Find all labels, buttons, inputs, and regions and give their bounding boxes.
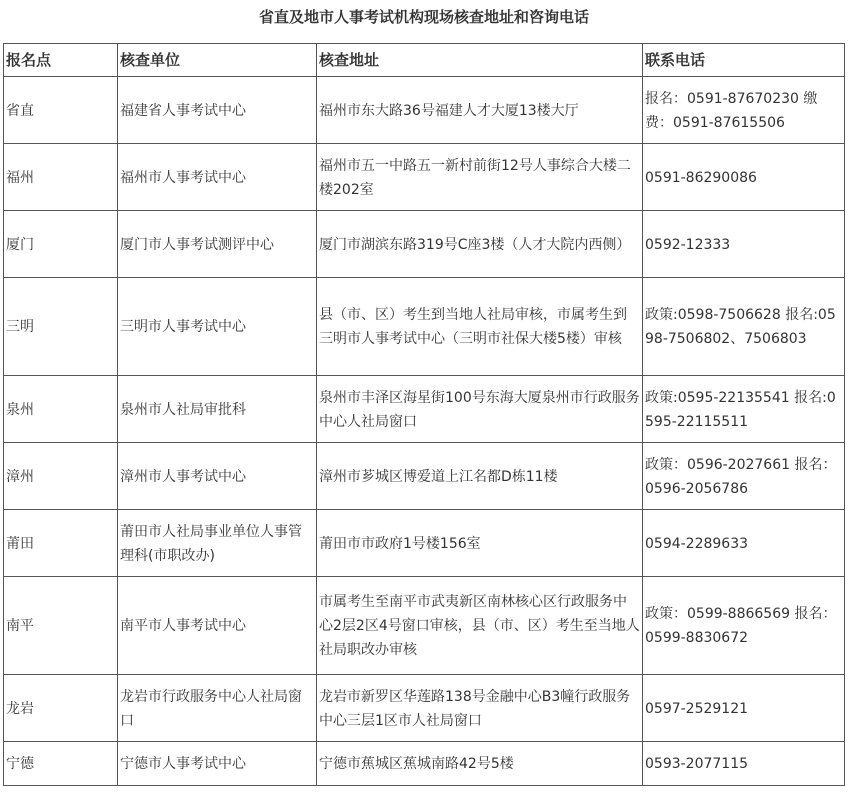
cell-site: 莆田 bbox=[4, 510, 118, 577]
verification-table bbox=[3, 43, 845, 786]
cell-unit: 福州市人事考试中心 bbox=[118, 144, 317, 211]
cell-unit: 南平市人事考试中心 bbox=[118, 577, 317, 675]
cell-site: 厦门 bbox=[4, 211, 118, 278]
cell-site: 龙岩 bbox=[4, 675, 118, 742]
cell-unit: 厦门市人事考试测评中心 bbox=[118, 211, 317, 278]
cell-address: 福州市东大路36号福建人才大厦13楼大厅 bbox=[317, 77, 643, 144]
cell-address: 莆田市市政府1号楼156室 bbox=[317, 510, 643, 577]
header-site: 报名点 bbox=[4, 44, 118, 77]
cell-unit: 泉州市人社局审批科 bbox=[118, 376, 317, 443]
header-unit: 核查单位 bbox=[118, 44, 317, 77]
cell-unit: 莆田市人社局事业单位人事管理科(市职改办) bbox=[118, 510, 317, 577]
cell-phone: 政策:0595-22135541 报名:0595-22115511 bbox=[643, 376, 845, 443]
cell-unit: 福建省人事考试中心 bbox=[118, 77, 317, 144]
cell-site: 南平 bbox=[4, 577, 118, 675]
page-title: 省直及地市人事考试机构现场核查地址和咨询电话 bbox=[258, 8, 589, 26]
header-phone: 联系电话 bbox=[643, 44, 845, 77]
cell-phone: 0592-12333 bbox=[643, 211, 845, 278]
cell-site: 宁德 bbox=[4, 742, 118, 786]
cell-site: 省直 bbox=[4, 77, 118, 144]
table-row bbox=[4, 144, 845, 211]
cell-site: 漳州 bbox=[4, 443, 118, 510]
cell-address: 龙岩市新罗区华莲路138号金融中心B3幢行政服务中心三层1区市人社局窗口 bbox=[317, 675, 643, 742]
cell-unit: 宁德市人事考试中心 bbox=[118, 742, 317, 786]
header-address: 核查地址 bbox=[317, 44, 643, 77]
table-row bbox=[4, 577, 845, 675]
cell-address: 泉州市丰泽区海星街100号东海大厦泉州市行政服务中心人社局窗口 bbox=[317, 376, 643, 443]
cell-address: 福州市五一中路五一新村前街12号人事综合大楼二楼202室 bbox=[317, 144, 643, 211]
cell-unit: 漳州市人事考试中心 bbox=[118, 443, 317, 510]
cell-address: 宁德市蕉城区蕉城南路42号5楼 bbox=[317, 742, 643, 786]
cell-phone: 政策：0596-2027661 报名：0596-2056786 bbox=[643, 443, 845, 510]
cell-unit: 三明市人事考试中心 bbox=[118, 278, 317, 376]
cell-phone: 0593-2077115 bbox=[643, 742, 845, 786]
table-row bbox=[4, 77, 845, 144]
cell-phone: 0594-2289633 bbox=[643, 510, 845, 577]
cell-address: 市属考生至南平市武夷新区南林核心区行政服务中心2层2区4号窗口审核，县（市、区）考生至当地人社局职改办审核 bbox=[317, 577, 643, 675]
table-row bbox=[4, 675, 845, 742]
cell-unit: 龙岩市行政服务中心人社局窗口 bbox=[118, 675, 317, 742]
cell-site: 福州 bbox=[4, 144, 118, 211]
cell-phone: 政策：0599-8866569 报名：0599-8830672 bbox=[643, 577, 845, 675]
cell-phone: 0591-86290086 bbox=[643, 144, 845, 211]
cell-address: 漳州市芗城区博爱道上江名都D栋11楼 bbox=[317, 443, 643, 510]
table-row bbox=[4, 376, 845, 443]
cell-phone: 报名：0591-87670230 缴费：0591-87615506 bbox=[643, 77, 845, 144]
cell-site: 泉州 bbox=[4, 376, 118, 443]
table-row bbox=[4, 742, 845, 786]
table-row bbox=[4, 443, 845, 510]
table-row bbox=[4, 211, 845, 278]
cell-phone: 政策:0598-7506628 报名:0598-7506802、7506803 bbox=[643, 278, 845, 376]
cell-address: 厦门市湖滨东路319号C座3楼（人才大院内西侧） bbox=[317, 211, 643, 278]
table-header-row bbox=[4, 44, 845, 77]
cell-site: 三明 bbox=[4, 278, 118, 376]
table-row bbox=[4, 510, 845, 577]
cell-phone: 0597-2529121 bbox=[643, 675, 845, 742]
cell-address: 县（市、区）考生到当地人社局审核，市属考生到三明市人事考试中心（三明市社保大楼5楼）审核 bbox=[317, 278, 643, 376]
table-row bbox=[4, 278, 845, 376]
